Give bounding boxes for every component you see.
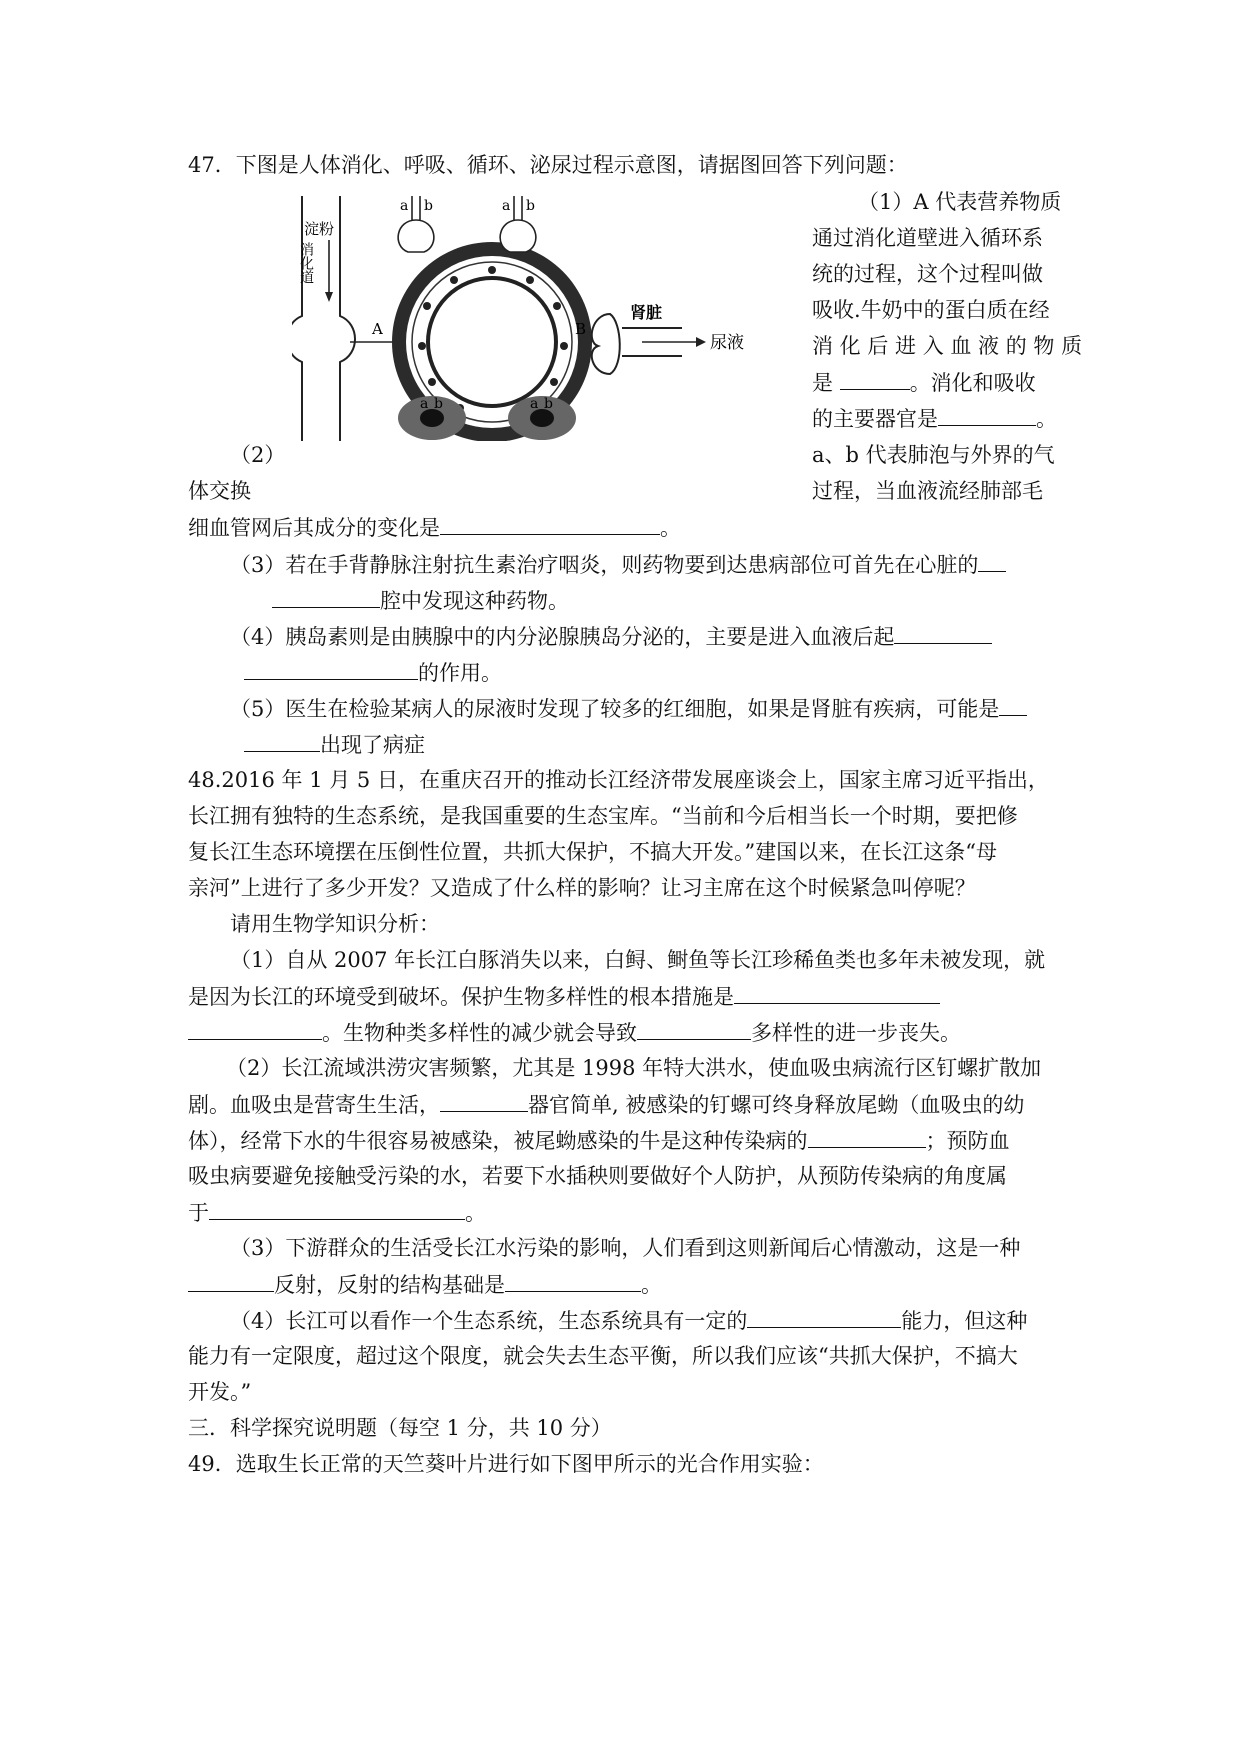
q47-p4-line1 xyxy=(230,621,992,652)
q48-p1-line2-text: 是因为长江的环境受到破坏。保护生物多样性的根本措施是 xyxy=(188,985,734,1009)
answer-blank-heart-chamber-b[interactable] xyxy=(272,585,380,608)
q48-p4-line3: 开发。” xyxy=(188,1380,252,1404)
q48-p2-line5-text: 于 xyxy=(188,1201,209,1225)
diagram-label-B: B xyxy=(575,320,587,338)
q48-p2-line3 xyxy=(188,1125,1010,1156)
diagram-label-a-bottom1: a xyxy=(420,396,429,412)
q48-intro5: 请用生物学知识分析： xyxy=(230,912,440,936)
q47-p2-left2: 体交换 xyxy=(188,479,251,503)
q48-p3-line1: （3）下游群众的生活受长江水污染的影响，人们看到这则新闻后心情激动，这是一种 xyxy=(230,1236,1021,1260)
q48-p2-line3-text: 体），经常下水的牛很容易被感染，被尾蚴感染的牛是这种传染病的 xyxy=(188,1129,808,1153)
q48-p4-line1-tail: 能力，但这种 xyxy=(901,1309,1028,1333)
answer-blank-protection-a[interactable] xyxy=(734,981,940,1004)
answer-blank-diversity[interactable] xyxy=(637,1017,751,1040)
q47-p3-line1 xyxy=(230,549,1006,580)
q47-p1-line7-tail: 。 xyxy=(1036,407,1057,431)
q49-stem: 49．选取生长正常的天竺葵叶片进行如下图甲所示的光合作用实验： xyxy=(188,1452,824,1476)
answer-blank-prevention[interactable] xyxy=(209,1197,465,1220)
diagram-label-b-bottom1: b xyxy=(434,396,443,412)
q47-p3-line2-text: 腔中发现这种药物。 xyxy=(380,589,569,613)
q48-p2-line3-tail: ；预防血 xyxy=(925,1129,1010,1153)
q47-p1-line2: 通过消化道壁进入循环系 xyxy=(812,226,1043,250)
q47-p5-line2-text: 出现了病症 xyxy=(320,733,425,757)
q48-p2-line2 xyxy=(188,1089,1024,1120)
diagram-label-b-top2: b xyxy=(526,198,535,214)
kidney-shape xyxy=(592,314,682,374)
q47-stem: 47．下图是人体消化、呼吸、循环、泌尿过程示意图，请据图回答下列问题： xyxy=(188,153,908,177)
q47-p1-line7 xyxy=(812,403,1057,434)
q48-p3-line2-text: 反射，反射的结构基础是 xyxy=(274,1273,505,1297)
diagram-label-a-top2: a xyxy=(502,198,511,214)
diagram-label-b-bottom2: b xyxy=(544,396,553,412)
answer-blank-infection-source[interactable] xyxy=(808,1125,926,1148)
q48-p2-line5 xyxy=(188,1197,486,1228)
q47-p1-line5: 消 化 后 进 入 血 液 的 物 质 xyxy=(812,334,1083,358)
answer-blank-insulin-b[interactable] xyxy=(244,657,418,680)
answer-blank-heart-chamber-a[interactable] xyxy=(978,549,1006,572)
q48-intro2: 长江拥有独特的生态系统，是我国重要的生态宝库。“当前和今后相当长一个时期，要把修 xyxy=(188,804,1018,828)
diagram-label-b-top1: b xyxy=(424,198,433,214)
diagram-label-a-bottom2: a xyxy=(530,396,539,412)
q48-p1-line2 xyxy=(188,981,940,1012)
body-systems-diagram xyxy=(292,196,762,441)
answer-blank-reflex-type[interactable] xyxy=(188,1269,274,1292)
q47-p1-line1: （1）A 代表营养物质 xyxy=(858,190,1062,214)
q47-p2-right1: a、b 代表肺泡与外界的气 xyxy=(812,443,1055,467)
q47-p2-line3-text: 细血管网后其成分的变化是 xyxy=(188,516,440,540)
q47-p1-line3: 统的过程，这个过程叫做 xyxy=(812,262,1043,286)
diagram-label-kidney: 肾脏 xyxy=(630,303,663,322)
section3-title: 三．科学探究说明题（每空 1 分，共 10 分） xyxy=(188,1416,612,1440)
q48-p3-line2-tail: 。 xyxy=(641,1273,662,1297)
q48-p1-line3-tail: 多样性的进一步丧失。 xyxy=(751,1021,961,1045)
q48-p4-line1-text: （4）长江可以看作一个生态系统，生态系统具有一定的 xyxy=(230,1309,748,1333)
q47-p3-line2 xyxy=(272,585,569,616)
answer-blank-main-organ[interactable] xyxy=(938,403,1036,426)
q47-p5-line2 xyxy=(244,729,425,760)
q47-p2-right2: 过程，当血液流经肺部毛 xyxy=(812,479,1043,503)
q48-intro1: 48.2016 年 1 月 5 日，在重庆召开的推动长江经济带发展座谈会上，国家主席习近平指出， xyxy=(188,768,1049,792)
starch-arrowhead xyxy=(325,292,333,302)
q47-p2-label: （2） xyxy=(230,443,286,467)
q47-p1-line7-text: 的主要器官是 xyxy=(812,407,938,431)
q47-p4-line2-text: 的作用。 xyxy=(418,661,502,685)
q48-p2-line2-tail: 器官简单, 被感染的钉螺可终身释放尾蚴（血吸虫的幼 xyxy=(528,1093,1025,1117)
answer-blank-self-regulation[interactable] xyxy=(747,1305,901,1328)
q47-p1-line6 xyxy=(812,367,1036,398)
q48-p2-line1: （2）长江流域洪涝灾害频繁，尤其是 1998 年特大洪水，使血吸虫病流行区钉螺扩散加 xyxy=(226,1056,1042,1080)
q48-p2-line4: 吸虫病要避免接触受污染的水，若要下水插秧则要做好个人防护，从预防传染病的角度属 xyxy=(188,1164,1007,1188)
q48-p4-line1 xyxy=(230,1305,1027,1336)
lung-alveoli-top xyxy=(398,196,536,252)
q48-p2-line2-text: 剧。血吸虫是营寄生生活， xyxy=(188,1093,440,1117)
q48-p2-line5-tail: 。 xyxy=(465,1201,486,1225)
answer-blank-kidney-a[interactable] xyxy=(999,693,1027,716)
diagram-label-a-top1: a xyxy=(400,198,409,214)
q47-p2-line3-tail: 。 xyxy=(660,516,681,540)
answer-blank-reflex-arc[interactable] xyxy=(505,1269,641,1292)
q47-p4-line1-text: （4）胰岛素则是由胰腺中的内分泌腺胰岛分泌的，主要是进入血液后起 xyxy=(230,625,895,649)
q48-intro3: 复长江生态环境摆在压倒性位置，共抓大保护，不搞大开发。”建国以来，在长江这条“母 xyxy=(188,840,997,864)
q47-p1-line6-text: 是 xyxy=(812,371,840,395)
q47-p3-line1-text: （3）若在手背静脉注射抗生素治疗咽炎，则药物要到达患病部位可首先在心脏的 xyxy=(230,553,979,577)
diagram-label-starch: 淀粉 xyxy=(303,220,335,238)
q48-p3-line2 xyxy=(188,1269,662,1300)
q48-p1-line1: （1）自从 2007 年长江白豚消失以来，白鲟、鲥鱼等长江珍稀鱼类也多年未被发现，就 xyxy=(230,948,1046,972)
answer-blank-kidney-b[interactable] xyxy=(244,729,320,752)
q47-p4-line2 xyxy=(244,657,502,688)
q47-p1-line6-tail: 。消化和吸收 xyxy=(909,371,1036,395)
q47-p1-line4: 吸收.牛奶中的蛋白质在经 xyxy=(812,298,1050,322)
q47-p5-line1-text: （5）医生在检验某病人的尿液时发现了较多的红细胞，如果是肾脏有疾病，可能是 xyxy=(230,697,1000,721)
diagram-label-A: A xyxy=(372,320,383,338)
diagram-label-urine: 尿液 xyxy=(710,333,744,353)
answer-blank-insulin-a[interactable] xyxy=(894,621,992,644)
q48-intro4: 亲河”上进行了多少开发？又造成了什么样的影响？让习主席在这个时候紧急叫停呢？ xyxy=(188,876,976,900)
urine-arrowhead xyxy=(696,337,706,347)
q48-p1-line3 xyxy=(188,1017,961,1048)
answer-blank-organ[interactable] xyxy=(440,1089,528,1112)
q48-p1-line3-text: 。生物种类多样性的减少就会导致 xyxy=(322,1021,637,1045)
q47-p2-line3 xyxy=(188,512,681,543)
q47-p5-line1 xyxy=(230,693,1027,724)
answer-blank-protection-b[interactable] xyxy=(188,1017,322,1040)
answer-blank-blood-change[interactable] xyxy=(440,512,660,535)
q48-p4-line2: 能力有一定限度，超过这个限度，就会失去生态平衡，所以我们应该“共抓大保护，不搞大 xyxy=(188,1344,1018,1368)
answer-blank-nutrient[interactable] xyxy=(840,367,910,390)
diagram-label-tract: 消化道 xyxy=(298,242,314,284)
